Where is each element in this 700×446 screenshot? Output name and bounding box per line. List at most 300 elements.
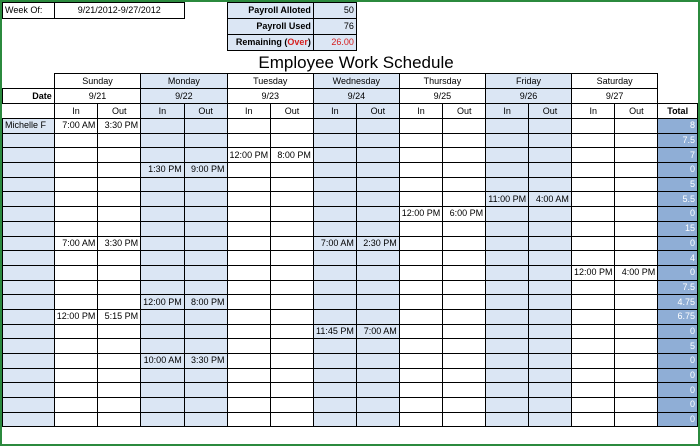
time-out-cell[interactable] [356, 207, 399, 222]
time-in-cell[interactable] [399, 324, 443, 339]
time-out-cell[interactable] [529, 177, 572, 192]
time-out-cell[interactable] [356, 251, 399, 266]
time-out-cell[interactable] [443, 339, 486, 354]
time-in-cell[interactable] [486, 339, 529, 354]
employee-name-cell[interactable] [3, 163, 55, 178]
time-out-cell[interactable] [529, 251, 572, 266]
time-in-cell[interactable] [486, 354, 529, 369]
time-out-cell[interactable] [615, 163, 658, 178]
time-in-cell[interactable] [571, 368, 615, 383]
employee-name-cell[interactable] [3, 398, 55, 413]
time-out-cell[interactable] [184, 265, 227, 280]
time-out-cell[interactable] [443, 148, 486, 163]
time-in-cell[interactable] [486, 280, 529, 295]
time-out-cell[interactable] [615, 324, 658, 339]
time-in-cell[interactable] [313, 163, 356, 178]
time-out-cell[interactable] [184, 177, 227, 192]
employee-name-cell[interactable] [3, 207, 55, 222]
time-in-cell[interactable] [54, 148, 98, 163]
time-out-cell[interactable] [184, 221, 227, 236]
time-out-cell[interactable] [184, 133, 227, 148]
time-out-cell[interactable] [529, 309, 572, 324]
time-in-cell[interactable] [141, 412, 185, 427]
time-in-cell[interactable] [486, 324, 529, 339]
time-in-cell[interactable] [571, 177, 615, 192]
time-in-cell[interactable] [313, 368, 356, 383]
time-in-cell[interactable] [313, 383, 356, 398]
time-out-cell[interactable] [443, 398, 486, 413]
employee-name-cell[interactable] [3, 251, 55, 266]
time-in-cell[interactable] [227, 309, 271, 324]
time-in-cell[interactable] [313, 280, 356, 295]
time-out-cell[interactable]: 5:15 PM [98, 309, 141, 324]
time-out-cell[interactable] [529, 119, 572, 134]
time-in-cell[interactable] [399, 280, 443, 295]
time-in-cell[interactable] [313, 295, 356, 310]
time-out-cell[interactable] [529, 236, 572, 251]
time-out-cell[interactable] [271, 383, 314, 398]
employee-name-cell[interactable] [3, 412, 55, 427]
time-out-cell[interactable] [271, 398, 314, 413]
time-in-cell[interactable] [54, 280, 98, 295]
time-in-cell[interactable] [399, 339, 443, 354]
time-out-cell[interactable] [98, 192, 141, 207]
time-in-cell[interactable] [227, 163, 271, 178]
time-out-cell[interactable] [271, 339, 314, 354]
time-in-cell[interactable] [227, 383, 271, 398]
employee-name-cell[interactable] [3, 133, 55, 148]
time-out-cell[interactable] [184, 251, 227, 266]
time-in-cell[interactable] [399, 309, 443, 324]
time-out-cell[interactable] [443, 265, 486, 280]
time-in-cell[interactable] [227, 412, 271, 427]
time-in-cell[interactable] [399, 354, 443, 369]
time-in-cell[interactable] [571, 324, 615, 339]
employee-name-cell[interactable] [3, 148, 55, 163]
time-in-cell[interactable] [227, 236, 271, 251]
time-out-cell[interactable] [356, 354, 399, 369]
time-out-cell[interactable] [615, 133, 658, 148]
time-in-cell[interactable] [571, 412, 615, 427]
time-out-cell[interactable] [184, 368, 227, 383]
time-out-cell[interactable]: 8:00 PM [184, 295, 227, 310]
time-out-cell[interactable] [615, 119, 658, 134]
time-out-cell[interactable] [184, 412, 227, 427]
time-in-cell[interactable] [141, 251, 185, 266]
time-in-cell[interactable]: 11:45 PM [313, 324, 356, 339]
time-in-cell[interactable] [141, 383, 185, 398]
time-out-cell[interactable]: 6:00 PM [443, 207, 486, 222]
time-out-cell[interactable] [443, 163, 486, 178]
time-out-cell[interactable] [271, 412, 314, 427]
time-out-cell[interactable] [271, 368, 314, 383]
time-out-cell[interactable] [98, 295, 141, 310]
employee-name-cell[interactable] [3, 309, 55, 324]
time-out-cell[interactable] [98, 221, 141, 236]
time-out-cell[interactable] [98, 339, 141, 354]
time-out-cell[interactable] [184, 383, 227, 398]
time-in-cell[interactable] [571, 148, 615, 163]
time-out-cell[interactable] [271, 280, 314, 295]
time-out-cell[interactable] [615, 368, 658, 383]
time-out-cell[interactable] [356, 383, 399, 398]
time-in-cell[interactable] [141, 339, 185, 354]
time-in-cell[interactable] [141, 119, 185, 134]
time-in-cell[interactable] [571, 221, 615, 236]
time-in-cell[interactable]: 7:00 AM [54, 236, 98, 251]
time-in-cell[interactable] [486, 368, 529, 383]
time-out-cell[interactable] [529, 295, 572, 310]
time-out-cell[interactable] [98, 163, 141, 178]
time-in-cell[interactable] [571, 207, 615, 222]
time-in-cell[interactable] [571, 163, 615, 178]
time-in-cell[interactable] [571, 236, 615, 251]
time-in-cell[interactable] [227, 221, 271, 236]
time-out-cell[interactable] [443, 221, 486, 236]
time-out-cell[interactable] [615, 251, 658, 266]
time-in-cell[interactable] [486, 148, 529, 163]
time-out-cell[interactable] [615, 148, 658, 163]
time-in-cell[interactable]: 10:00 AM [141, 354, 185, 369]
time-out-cell[interactable] [184, 192, 227, 207]
time-in-cell[interactable] [486, 119, 529, 134]
time-in-cell[interactable] [486, 251, 529, 266]
time-out-cell[interactable] [529, 280, 572, 295]
time-out-cell[interactable] [98, 368, 141, 383]
time-out-cell[interactable] [443, 354, 486, 369]
time-out-cell[interactable] [184, 207, 227, 222]
time-in-cell[interactable] [141, 236, 185, 251]
time-out-cell[interactable] [615, 309, 658, 324]
time-out-cell[interactable] [615, 192, 658, 207]
time-in-cell[interactable] [399, 265, 443, 280]
time-out-cell[interactable] [443, 309, 486, 324]
time-in-cell[interactable] [571, 398, 615, 413]
time-out-cell[interactable] [615, 339, 658, 354]
time-out-cell[interactable] [615, 177, 658, 192]
time-in-cell[interactable]: 7:00 AM [54, 119, 98, 134]
time-out-cell[interactable] [356, 368, 399, 383]
time-in-cell[interactable] [54, 295, 98, 310]
time-in-cell[interactable] [399, 412, 443, 427]
time-out-cell[interactable] [443, 119, 486, 134]
time-in-cell[interactable] [571, 251, 615, 266]
time-in-cell[interactable] [486, 221, 529, 236]
time-in-cell[interactable] [54, 412, 98, 427]
time-out-cell[interactable] [443, 192, 486, 207]
time-out-cell[interactable] [356, 221, 399, 236]
time-out-cell[interactable] [529, 383, 572, 398]
time-out-cell[interactable] [271, 177, 314, 192]
time-in-cell[interactable] [486, 309, 529, 324]
time-in-cell[interactable] [227, 339, 271, 354]
time-in-cell[interactable] [571, 295, 615, 310]
time-in-cell[interactable] [227, 280, 271, 295]
time-out-cell[interactable]: 8:00 PM [271, 148, 314, 163]
time-out-cell[interactable] [98, 383, 141, 398]
time-in-cell[interactable] [54, 133, 98, 148]
time-in-cell[interactable] [571, 119, 615, 134]
time-out-cell[interactable] [529, 354, 572, 369]
time-out-cell[interactable] [98, 412, 141, 427]
time-in-cell[interactable] [486, 295, 529, 310]
time-out-cell[interactable] [184, 324, 227, 339]
time-in-cell[interactable] [486, 133, 529, 148]
time-in-cell[interactable] [313, 192, 356, 207]
time-out-cell[interactable] [184, 280, 227, 295]
employee-name-cell[interactable] [3, 339, 55, 354]
time-out-cell[interactable] [615, 383, 658, 398]
time-out-cell[interactable] [529, 398, 572, 413]
time-out-cell[interactable] [98, 133, 141, 148]
time-in-cell[interactable] [313, 354, 356, 369]
time-in-cell[interactable] [486, 383, 529, 398]
time-in-cell[interactable] [54, 354, 98, 369]
time-out-cell[interactable] [529, 133, 572, 148]
time-in-cell[interactable]: 7:00 AM [313, 236, 356, 251]
time-out-cell[interactable] [356, 280, 399, 295]
time-in-cell[interactable] [227, 251, 271, 266]
time-in-cell[interactable] [399, 295, 443, 310]
time-out-cell[interactable] [615, 412, 658, 427]
time-in-cell[interactable] [486, 398, 529, 413]
time-in-cell[interactable] [313, 119, 356, 134]
time-in-cell[interactable] [313, 207, 356, 222]
time-in-cell[interactable] [313, 309, 356, 324]
time-out-cell[interactable] [356, 339, 399, 354]
employee-name-cell[interactable] [3, 368, 55, 383]
time-in-cell[interactable] [571, 309, 615, 324]
time-out-cell[interactable]: 3:30 PM [184, 354, 227, 369]
time-out-cell[interactable] [615, 221, 658, 236]
time-in-cell[interactable]: 12:00 PM [141, 295, 185, 310]
time-in-cell[interactable] [141, 324, 185, 339]
employee-name-cell[interactable] [3, 280, 55, 295]
time-in-cell[interactable] [227, 324, 271, 339]
time-in-cell[interactable] [141, 192, 185, 207]
time-out-cell[interactable]: 3:30 PM [98, 119, 141, 134]
employee-name-cell[interactable] [3, 324, 55, 339]
time-out-cell[interactable]: 9:00 PM [184, 163, 227, 178]
time-out-cell[interactable]: 4:00 PM [615, 265, 658, 280]
time-in-cell[interactable] [313, 265, 356, 280]
time-in-cell[interactable] [399, 383, 443, 398]
time-out-cell[interactable] [271, 354, 314, 369]
time-in-cell[interactable] [227, 295, 271, 310]
time-in-cell[interactable] [227, 177, 271, 192]
employee-name-cell[interactable] [3, 295, 55, 310]
time-out-cell[interactable] [529, 221, 572, 236]
time-out-cell[interactable] [356, 177, 399, 192]
time-out-cell[interactable] [184, 148, 227, 163]
time-out-cell[interactable] [615, 280, 658, 295]
time-in-cell[interactable] [141, 221, 185, 236]
employee-name-cell[interactable] [3, 236, 55, 251]
time-in-cell[interactable] [54, 207, 98, 222]
time-out-cell[interactable] [529, 324, 572, 339]
time-out-cell[interactable] [98, 148, 141, 163]
time-out-cell[interactable] [271, 324, 314, 339]
time-out-cell[interactable] [443, 383, 486, 398]
time-in-cell[interactable] [399, 236, 443, 251]
time-in-cell[interactable] [399, 251, 443, 266]
time-out-cell[interactable] [271, 133, 314, 148]
time-in-cell[interactable] [141, 177, 185, 192]
time-in-cell[interactable] [486, 412, 529, 427]
time-out-cell[interactable] [98, 177, 141, 192]
time-out-cell[interactable] [98, 324, 141, 339]
time-in-cell[interactable] [227, 265, 271, 280]
time-out-cell[interactable] [443, 280, 486, 295]
time-out-cell[interactable] [443, 368, 486, 383]
time-out-cell[interactable] [184, 236, 227, 251]
time-in-cell[interactable] [571, 354, 615, 369]
time-in-cell[interactable] [313, 148, 356, 163]
time-out-cell[interactable] [271, 163, 314, 178]
time-in-cell[interactable] [227, 119, 271, 134]
time-in-cell[interactable] [141, 265, 185, 280]
time-out-cell[interactable] [615, 354, 658, 369]
time-in-cell[interactable] [571, 280, 615, 295]
time-out-cell[interactable] [356, 163, 399, 178]
time-out-cell[interactable] [529, 148, 572, 163]
time-out-cell[interactable] [356, 295, 399, 310]
time-out-cell[interactable] [443, 412, 486, 427]
time-in-cell[interactable] [54, 368, 98, 383]
time-out-cell[interactable] [615, 207, 658, 222]
time-out-cell[interactable] [443, 295, 486, 310]
time-out-cell[interactable] [529, 368, 572, 383]
time-out-cell[interactable] [529, 265, 572, 280]
time-out-cell[interactable] [98, 398, 141, 413]
employee-name-cell[interactable] [3, 265, 55, 280]
time-out-cell[interactable] [271, 265, 314, 280]
time-in-cell[interactable] [227, 398, 271, 413]
time-in-cell[interactable] [486, 236, 529, 251]
time-out-cell[interactable] [271, 295, 314, 310]
time-in-cell[interactable] [399, 163, 443, 178]
time-in-cell[interactable] [141, 207, 185, 222]
time-out-cell[interactable] [356, 119, 399, 134]
week-of-value[interactable]: 9/21/2012-9/27/2012 [54, 3, 184, 19]
time-in-cell[interactable] [54, 221, 98, 236]
time-out-cell[interactable] [443, 324, 486, 339]
time-in-cell[interactable] [141, 133, 185, 148]
time-out-cell[interactable] [271, 236, 314, 251]
time-in-cell[interactable] [54, 265, 98, 280]
time-out-cell[interactable] [98, 280, 141, 295]
time-in-cell[interactable] [313, 339, 356, 354]
time-in-cell[interactable] [227, 368, 271, 383]
time-in-cell[interactable] [486, 177, 529, 192]
time-in-cell[interactable] [399, 148, 443, 163]
time-in-cell[interactable] [54, 398, 98, 413]
time-in-cell[interactable] [571, 383, 615, 398]
employee-name-cell[interactable]: Michelle F [3, 119, 55, 134]
time-in-cell[interactable] [313, 398, 356, 413]
time-in-cell[interactable] [141, 280, 185, 295]
time-out-cell[interactable] [356, 133, 399, 148]
time-in-cell[interactable] [141, 398, 185, 413]
time-out-cell[interactable] [271, 221, 314, 236]
payroll-alloted-value[interactable]: 50 [313, 3, 356, 19]
time-in-cell[interactable] [54, 383, 98, 398]
time-out-cell[interactable] [529, 163, 572, 178]
time-out-cell[interactable] [529, 339, 572, 354]
time-out-cell[interactable] [271, 119, 314, 134]
employee-name-cell[interactable] [3, 354, 55, 369]
time-in-cell[interactable]: 1:30 PM [141, 163, 185, 178]
time-in-cell[interactable] [54, 163, 98, 178]
time-out-cell[interactable] [98, 207, 141, 222]
time-in-cell[interactable] [399, 398, 443, 413]
time-in-cell[interactable] [399, 119, 443, 134]
time-out-cell[interactable] [271, 251, 314, 266]
time-in-cell[interactable] [54, 339, 98, 354]
time-out-cell[interactable] [184, 119, 227, 134]
time-in-cell[interactable] [486, 163, 529, 178]
time-in-cell[interactable]: 12:00 PM [54, 309, 98, 324]
time-out-cell[interactable] [356, 148, 399, 163]
time-in-cell[interactable] [571, 133, 615, 148]
time-out-cell[interactable] [615, 398, 658, 413]
time-out-cell[interactable] [98, 251, 141, 266]
time-out-cell[interactable] [356, 265, 399, 280]
time-in-cell[interactable]: 12:00 PM [571, 265, 615, 280]
time-out-cell[interactable] [529, 412, 572, 427]
time-in-cell[interactable] [141, 368, 185, 383]
time-out-cell[interactable] [271, 309, 314, 324]
employee-name-cell[interactable] [3, 221, 55, 236]
time-in-cell[interactable] [313, 221, 356, 236]
time-in-cell[interactable] [227, 207, 271, 222]
time-out-cell[interactable] [443, 133, 486, 148]
time-in-cell[interactable] [571, 192, 615, 207]
time-out-cell[interactable] [98, 354, 141, 369]
time-out-cell[interactable]: 2:30 PM [356, 236, 399, 251]
time-in-cell[interactable] [54, 177, 98, 192]
employee-name-cell[interactable] [3, 192, 55, 207]
time-in-cell[interactable]: 12:00 PM [399, 207, 443, 222]
time-out-cell[interactable] [615, 295, 658, 310]
time-out-cell[interactable] [356, 192, 399, 207]
time-in-cell[interactable] [227, 192, 271, 207]
time-in-cell[interactable] [227, 133, 271, 148]
time-in-cell[interactable] [313, 133, 356, 148]
time-in-cell[interactable] [54, 324, 98, 339]
employee-name-cell[interactable] [3, 383, 55, 398]
time-out-cell[interactable] [615, 236, 658, 251]
time-in-cell[interactable] [313, 251, 356, 266]
time-out-cell[interactable] [184, 398, 227, 413]
time-in-cell[interactable] [399, 368, 443, 383]
time-in-cell[interactable] [54, 251, 98, 266]
time-in-cell[interactable] [399, 177, 443, 192]
time-out-cell[interactable] [443, 251, 486, 266]
time-out-cell[interactable] [356, 398, 399, 413]
time-in-cell[interactable] [141, 148, 185, 163]
time-in-cell[interactable] [313, 177, 356, 192]
time-in-cell[interactable] [313, 412, 356, 427]
time-in-cell[interactable] [399, 192, 443, 207]
time-in-cell[interactable] [141, 309, 185, 324]
time-out-cell[interactable]: 4:00 AM [529, 192, 572, 207]
time-in-cell[interactable]: 11:00 PM [486, 192, 529, 207]
time-in-cell[interactable] [486, 265, 529, 280]
employee-name-cell[interactable] [3, 177, 55, 192]
time-out-cell[interactable] [443, 236, 486, 251]
time-out-cell[interactable] [271, 207, 314, 222]
